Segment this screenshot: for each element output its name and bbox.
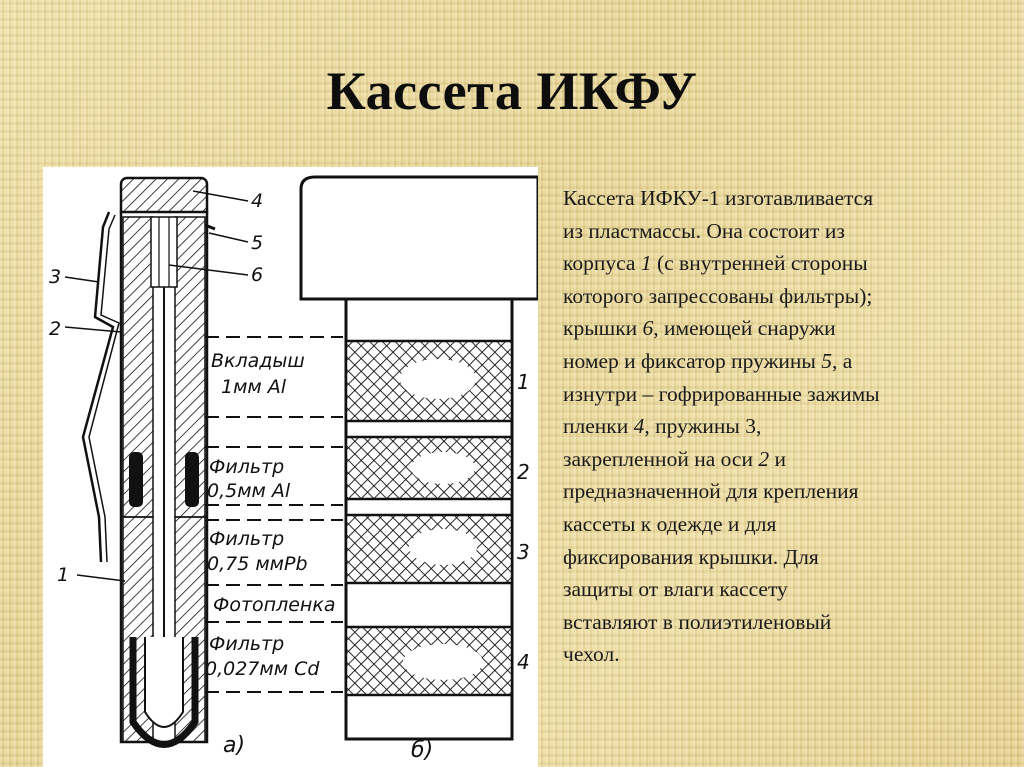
callout-4: 4 — [251, 190, 264, 212]
layer-label-filter-cd-spec: 0,027мм Cd — [205, 658, 320, 680]
caption-a: а) — [223, 733, 246, 758]
description-line: из пластмассы. Она состоит из — [563, 218, 845, 243]
window-number-3: 3 — [517, 540, 530, 564]
layer-label-film: Фотопленка — [213, 594, 336, 616]
layer-label-filter-pb-spec: 0,75 ммPb — [207, 553, 308, 575]
description-line: Кассета ИФКУ-1 изготавливается — [563, 186, 874, 210]
cassette-diagram — [43, 167, 538, 767]
callout-6: 6 — [251, 264, 264, 286]
window-number-1: 1 — [517, 370, 530, 394]
callout-3: 3 — [49, 266, 62, 288]
description-line: крышки 6, имеющей снаружи — [563, 316, 836, 341]
layer-label-insert-spec: 1мм Al — [221, 376, 287, 398]
description-line: защиты от влаги кассету — [563, 577, 788, 602]
description-line: пленки 4, пружины 3, — [563, 414, 762, 439]
layer-label-filter-cd: Фильтр — [209, 633, 285, 655]
callout-1: 1 — [57, 564, 70, 586]
description-line: корпуса 1 (с внутренней стороны — [563, 251, 868, 276]
description-line: кассеты к одежде и для — [563, 511, 777, 536]
description-line: изнутри – гофрированные зажимы — [563, 381, 880, 406]
description-line: номер и фиксатор пружины 5, а — [563, 348, 853, 373]
description-line: закрепленной на оси 2 и — [563, 446, 786, 471]
window-number-2: 2 — [517, 460, 530, 484]
callout-2: 2 — [49, 318, 62, 340]
cassette-drawing — [43, 167, 538, 767]
layer-label-insert: Вкладыш — [211, 350, 305, 372]
description-text — [563, 182, 983, 671]
layer-label-filter-pb: Фильтр — [209, 528, 285, 550]
description-line: вставляют в полиэтиленовый — [563, 609, 832, 634]
slide-title: Кассета ИКФУ — [326, 61, 698, 121]
description-line: предназначенной для крепления — [563, 479, 859, 504]
caption-b: б) — [411, 738, 434, 763]
callout-5: 5 — [251, 232, 264, 254]
window-number-4: 4 — [517, 650, 530, 674]
description-line: чехол. — [563, 642, 620, 667]
part-b-front-view — [301, 177, 538, 763]
description-line: фиксирования крышки. Для — [563, 544, 819, 569]
layer-label-filter-al: Фильтр — [209, 456, 285, 478]
description-line: которого запрессованы фильтры); — [563, 283, 873, 308]
layer-label-filter-al-spec: 0,5мм Al — [207, 480, 291, 502]
